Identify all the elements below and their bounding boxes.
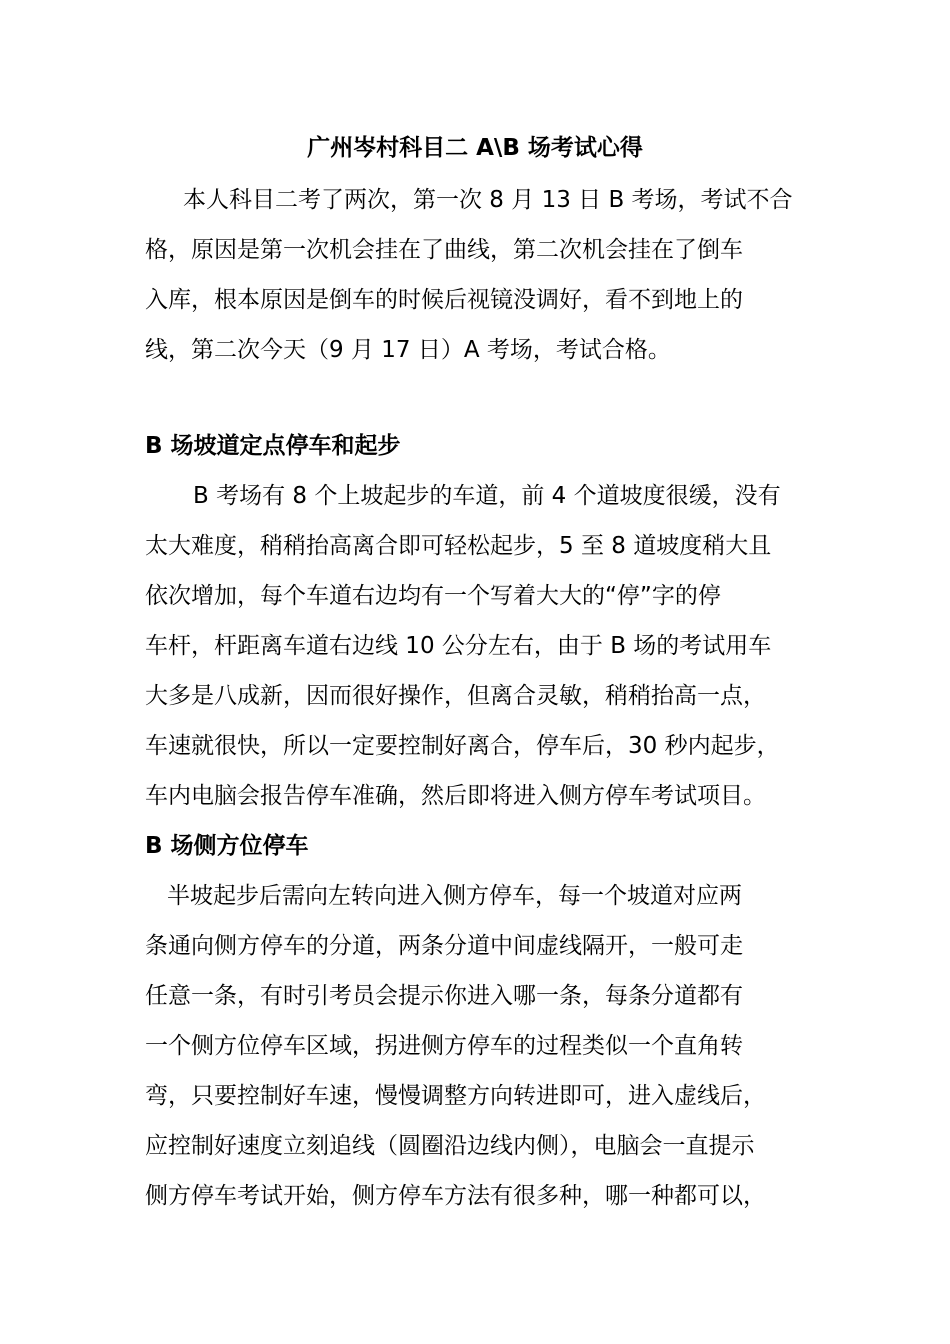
section2-line-6: 应控制好速度立刻追线（圆圈沿边线内侧），电脑会一直提示 <box>145 1133 755 1159</box>
section2-line-1: 半坡起步后需向左转向进入侧方停车，每一个坡道对应两 <box>167 883 742 909</box>
section1-line-3: 依次增加，每个车道右边均有一个写着大大的“停”字的停 <box>145 583 721 609</box>
document-title: 广州岑村科目二 A\B 场考试心得 <box>307 135 643 161</box>
section2-line-4: 一个侧方位停车区域，拐进侧方停车的过程类似一个直角转 <box>145 1033 743 1059</box>
intro-line-1: 本人科目二考了两次，第一次 8 月 13 日 B 考场，考试不合 <box>183 187 793 213</box>
section2-line-3: 任意一条，有时引考员会提示你进入哪一条，每条分道都有 <box>145 983 743 1009</box>
section1-line-4: 车杆，杆距离车道右边线 10 公分左右，由于 B 场的考试用车 <box>145 633 772 659</box>
section2-line-2: 条通向侧方停车的分道，两条分道中间虚线隔开，一般可走 <box>145 933 743 959</box>
section2-line-5: 弯，只要控制好车速，慢慢调整方向转进即可，进入虚线后， <box>145 1083 766 1109</box>
section1-line-2: 太大难度，稍稍抬高离合即可轻松起步，5 至 8 道坡度稍大且 <box>145 533 772 559</box>
section1-line-6: 车速就很快，所以一定要控制好离合，停车后，30 秒内起步， <box>145 733 780 759</box>
section1-line-7: 车内电脑会报告停车准确，然后即将进入侧方停车考试项目。 <box>145 783 766 809</box>
intro-line-3: 入库，根本原因是倒车的时候后视镜没调好，看不到地上的 <box>145 287 743 313</box>
section1-line-1: B 考场有 8 个上坡起步的车道，前 4 个道坡度很缓，没有 <box>193 483 781 509</box>
section-heading-side-parking: B 场侧方位停车 <box>145 833 309 859</box>
section2-line-7: 侧方停车考试开始，侧方停车方法有很多种，哪一种都可以， <box>145 1183 766 1209</box>
section1-line-5: 大多是八成新，因而很好操作，但离合灵敏，稍稍抬高一点， <box>145 683 766 709</box>
intro-line-2: 格，原因是第一次机会挂在了曲线，第二次机会挂在了倒车 <box>145 237 743 263</box>
intro-line-4: 线，第二次今天（9 月 17 日）A 考场，考试合格。 <box>145 337 671 363</box>
section-heading-slope-stop: B 场坡道定点停车和起步 <box>145 433 401 459</box>
